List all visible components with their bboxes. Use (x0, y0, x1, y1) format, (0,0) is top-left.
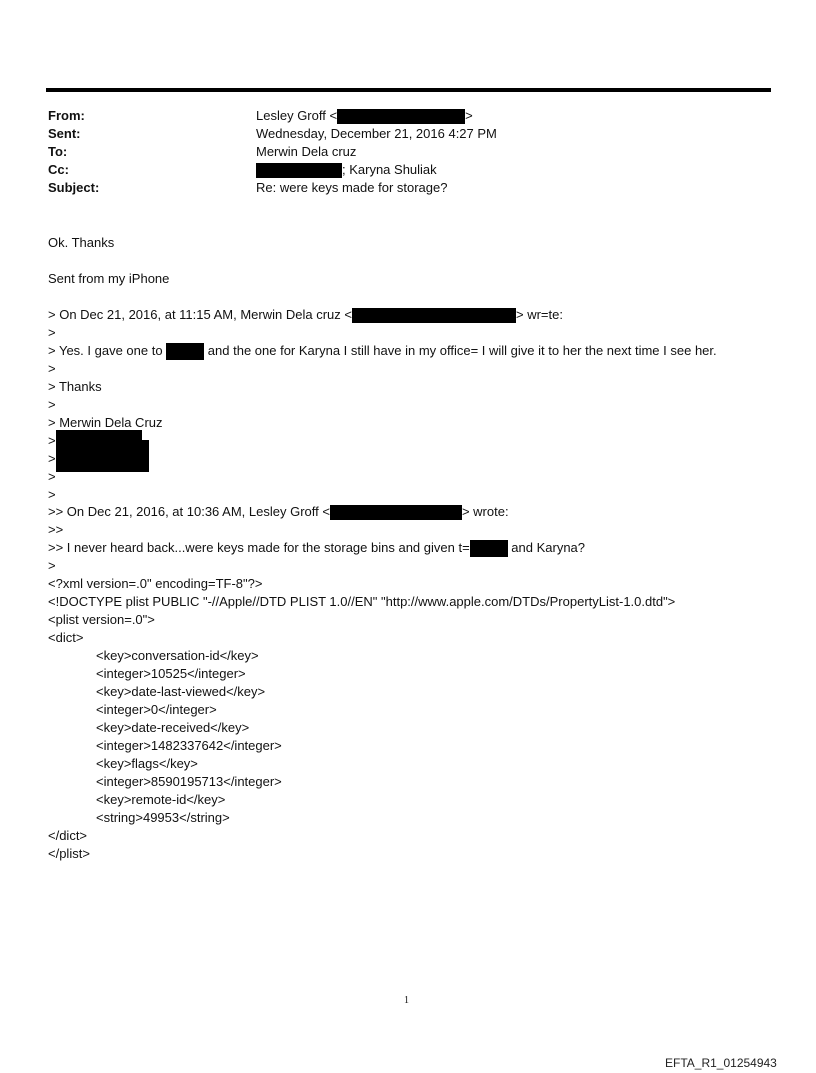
redaction-block (352, 308, 516, 323)
redaction-block (256, 163, 342, 178)
redaction-block (337, 109, 465, 124)
quote-line-name: > Merwin Dela Cruz (48, 415, 163, 430)
sent-label: Sent: (48, 126, 81, 141)
quote-line-yes-start: > Yes. I gave one to (48, 343, 167, 358)
cc-label: Cc: (48, 162, 69, 177)
xml-line: <key>date-received</key> (96, 720, 250, 735)
xml-line: <integer>10525</integer> (96, 666, 246, 681)
quote-marker: > (48, 325, 56, 340)
subject-label: Subject: (48, 180, 100, 195)
xml-line: <key>date-last-viewed</key> (96, 684, 266, 699)
to-label: To: (48, 144, 68, 159)
quote-line-yes-end: and the one for Karyna I still have in my office= I will give it to her the next time I see her. (204, 343, 717, 358)
page-number: 1 (404, 995, 409, 1006)
to-value: Merwin Dela cruz (256, 144, 357, 159)
redaction-block (470, 540, 508, 557)
quote-header-2-text: >> On Dec 21, 2016, at 10:36 AM, Lesley Groff < (48, 504, 330, 519)
from-name: Lesley Groff < (256, 108, 338, 123)
xml-line: </dict> (48, 828, 88, 843)
xml-line: <plist version=.0"> (48, 612, 155, 627)
quote-marker: > (48, 558, 56, 573)
subject-value: Re: were keys made for storage? (256, 180, 448, 195)
xml-line: <key>conversation-id</key> (96, 648, 259, 663)
xml-line: <integer>1482337642</integer> (96, 738, 282, 753)
quote-header-1-end: > wr=te: (515, 307, 563, 322)
xml-line: <key>flags</key> (96, 756, 198, 771)
quote-marker: > (48, 433, 56, 448)
signature-text: Sent from my iPhone (48, 271, 170, 286)
quote-marker: >> (48, 522, 64, 537)
header-rule (46, 88, 771, 92)
quote-marker: > (48, 469, 56, 484)
quote-header-2 (48, 503, 509, 521)
xml-line: </plist> (48, 846, 90, 861)
xml-line: <!DOCTYPE plist PUBLIC "-//Apple//DTD PLIST 1.0//EN" "http://www.apple.com/DTDs/PropertyList-1.0.dtd"> (48, 594, 676, 609)
quote-line-question (48, 539, 585, 557)
cc-names: ; Karyna Shuliak (342, 162, 437, 177)
cc-value (256, 161, 437, 179)
redaction-block (56, 440, 149, 472)
sent-value: Wednesday, December 21, 2016 4:27 PM (256, 126, 497, 141)
quote-header-2-end: > wrote: (461, 504, 509, 519)
xml-line: <string>49953</string> (96, 810, 230, 825)
reply-text: Ok. Thanks (48, 235, 115, 250)
quote-line-thanks: > Thanks (48, 379, 102, 394)
quote-line-yes (48, 342, 717, 360)
quote-line-question-end: and Karyna? (507, 540, 586, 555)
xml-line: <integer>8590195713</integer> (96, 774, 282, 789)
redaction-block (330, 505, 462, 520)
from-value (256, 107, 473, 125)
bates-number: EFTA_R1_01254943 (665, 1056, 777, 1070)
quote-line-question-start: >> I never heard back...were keys made for the storage bins and given t= (48, 540, 470, 555)
redaction-block (166, 343, 204, 360)
quote-header-1-text: > On Dec 21, 2016, at 11:15 AM, Merwin Dela cruz < (48, 307, 352, 322)
xml-line: <?xml version=.0" encoding=TF-8"?> (48, 576, 263, 591)
quote-marker: > (48, 361, 56, 376)
quote-marker: > (48, 397, 56, 412)
from-label: From: (48, 108, 85, 123)
quote-marker: > (48, 487, 56, 502)
xml-line: <key>remote-id</key> (96, 792, 226, 807)
quote-marker: > (48, 451, 56, 466)
xml-line: <dict> (48, 630, 84, 645)
xml-line: <integer>0</integer> (96, 702, 217, 717)
quote-header-1 (48, 306, 563, 324)
from-close: > (465, 108, 473, 123)
